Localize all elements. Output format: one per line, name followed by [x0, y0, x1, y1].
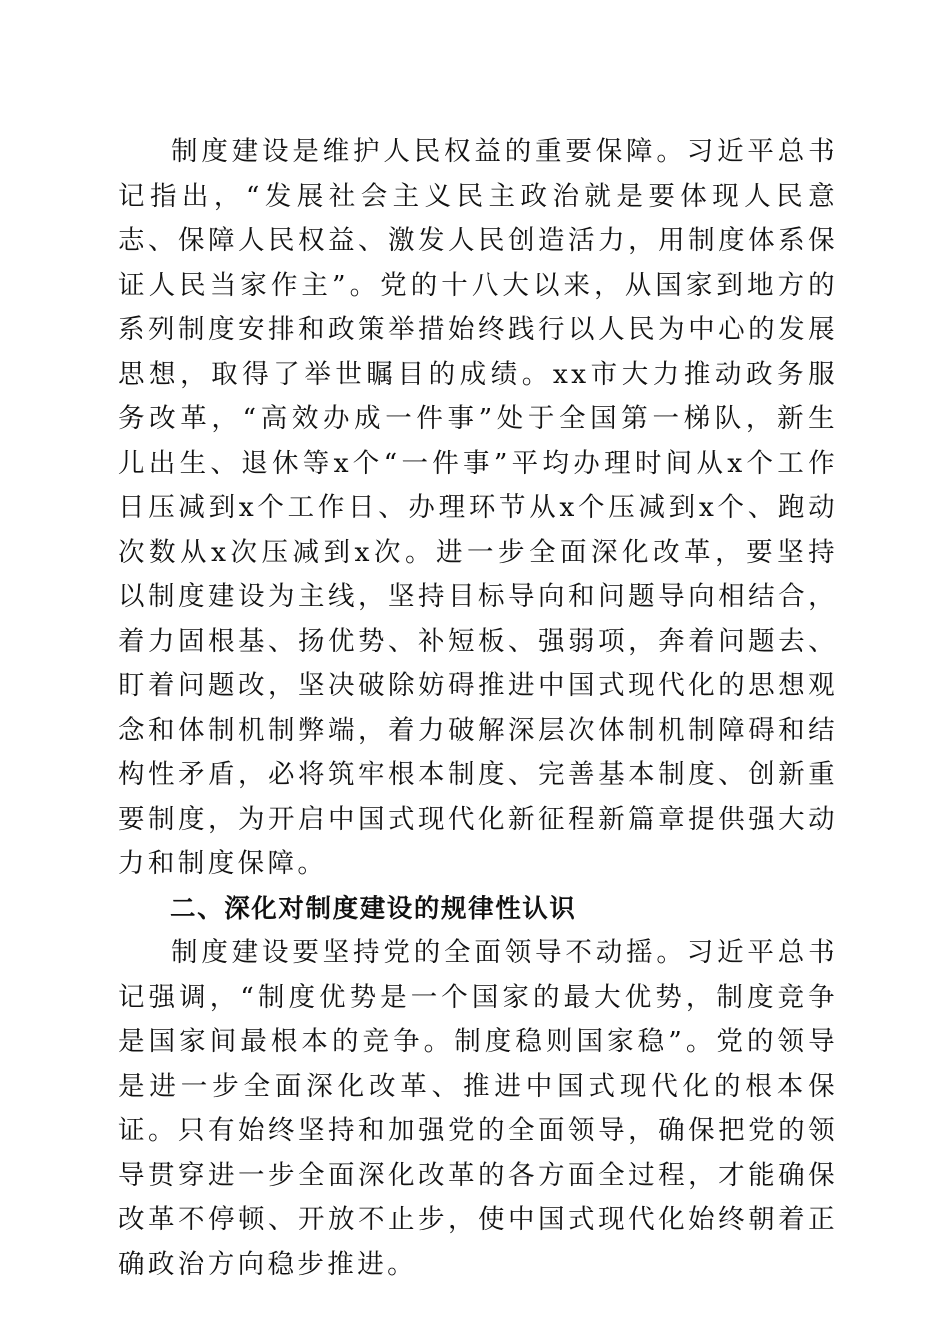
document-body	[118, 130, 838, 1287]
paragraph-party-leadership: 制度建设要坚持党的全面领导不动摇。习近平总书记强调，“制度优势是一个国家的最大优势，制度竞争是国家间最根本的竞争。制度稳则国家稳”。党的领导是进一步全面深化改革、推进中国式现代化的根本保证。只有始终坚持和加强党的全面领导，确保把党的领导贯穿进一步全面深化改革的各方面全过程，才能确保改革不停顿、开放不止步，使中国式现代化始终朝着正确政治方向稳步推进。	[118, 937, 838, 1280]
paragraph-institution-people-rights: 制度建设是维护人民权益的重要保障。习近平总书记指出，“发展社会主义民主政治就是要体现人民意志、保障人民权益、激发人民创造活力，用制度体系保证人民当家作主”。党的十八大以来，从国家到地方的系列制度安排和政策举措始终践行以人民为中心的发展思想，取得了举世瞩目的成绩。xx市大力推动政务服务改革，“高效办成一件事”处于全国第一梯队，新生儿出生、退休等x个“一件事”平均办理时间从x个工作日压减到x个工作日、办理环节从x个压减到x个、跑动次数从x次压减到x次。进一步全面深化改革，要坚持以制度建设为主线，坚持目标导向和问题导向相结合，着力固根基、扬优势、补短板、强弱项，奔着问题去、盯着问题改，坚决破除妨碍推进中国式现代化的思想观念和体制机制弊端，着力破解深层次体制机制障碍和结构性矛盾，必将筑牢根本制度、完善基本制度、创新重要制度，为开启中国式现代化新征程新篇章提供强大动力和制度保障。	[118, 136, 838, 879]
section-heading-2: 二、深化对制度建设的规律性认识	[170, 893, 577, 924]
